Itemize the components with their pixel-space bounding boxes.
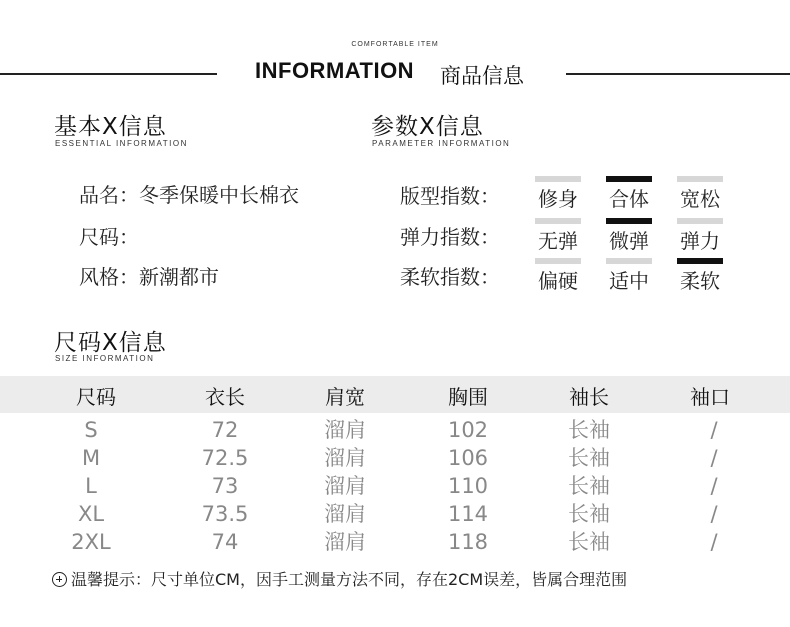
size-cell-size: XL: [77, 502, 105, 526]
param-bar-fit-1: [606, 176, 652, 182]
basic-section-subtitle: ESSENTIAL INFORMATION: [55, 139, 188, 148]
size-cell-cuff: /: [710, 446, 718, 470]
size-cell-length: 74: [211, 530, 239, 554]
size-cell-shoulder: 溜肩: [324, 502, 366, 526]
size-cell-shoulder: 溜肩: [324, 418, 366, 442]
param-option-fit-2: 宽松: [680, 187, 720, 211]
param-bar-softness-1: [606, 258, 652, 264]
size-cell-chest: 118: [447, 530, 489, 554]
param-bar-stretch-2: [677, 218, 723, 224]
param-bar-fit-2: [677, 176, 723, 182]
param-label-fit: 版型指数：: [400, 184, 500, 208]
size-cell-shoulder: 溜肩: [324, 530, 366, 554]
tip-text: 温馨提示：尺寸单位CM，因手工测量方法不同，存在2CM误差，皆属合理范围: [71, 570, 628, 589]
param-option-softness-0: 偏硬: [538, 269, 578, 293]
size-cell-cuff: /: [710, 530, 718, 554]
size-header-cuff: 袖口: [690, 385, 730, 409]
param-option-softness-2: 柔软: [680, 269, 720, 293]
size-header-length: 衣长: [205, 385, 245, 409]
param-option-fit-1: 合体: [609, 187, 649, 211]
size-header-chest: 胸围: [448, 385, 488, 409]
size-cell-chest: 110: [447, 474, 489, 498]
size-cell-size: L: [85, 474, 97, 498]
param-option-softness-1: 适中: [609, 269, 649, 293]
header-rule-right: [566, 73, 790, 75]
size-cell-cuff: /: [710, 502, 718, 526]
size-section-title: 尺码X信息: [54, 330, 167, 356]
header-rule-left: [0, 73, 217, 75]
product-size: 尺码：: [79, 225, 139, 249]
size-cell-sleeve: 长袖: [568, 418, 610, 442]
tip-note: [52, 567, 627, 590]
size-header-shoulder: 肩宽: [325, 385, 365, 409]
param-bar-stretch-1: [606, 218, 652, 224]
size-cell-chest: 114: [447, 502, 489, 526]
size-header-size: 尺码: [76, 385, 116, 409]
param-bar-fit-0: [535, 176, 581, 182]
size-cell-sleeve: 长袖: [568, 446, 610, 470]
header-title: INFORMATION: [255, 58, 415, 83]
size-cell-length: 73: [211, 474, 239, 498]
param-label-stretch: 弹力指数：: [400, 225, 500, 249]
size-header-sleeve: 袖长: [569, 385, 609, 409]
size-cell-length: 72.5: [201, 446, 249, 470]
param-option-stretch-2: 弹力: [680, 229, 720, 253]
plus-circle-icon: [52, 572, 67, 587]
param-bar-softness-0: [535, 258, 581, 264]
param-bar-stretch-0: [535, 218, 581, 224]
size-cell-cuff: /: [710, 418, 718, 442]
size-cell-chest: 106: [447, 446, 489, 470]
size-cell-shoulder: 溜肩: [324, 474, 366, 498]
param-option-fit-0: 修身: [538, 187, 578, 211]
basic-section-title: 基本X信息: [54, 114, 167, 140]
header-title-cn: 商品信息: [440, 64, 524, 88]
header-kicker: COMFORTABLE ITEM: [351, 41, 439, 48]
size-cell-shoulder: 溜肩: [324, 446, 366, 470]
param-bar-softness-2: [677, 258, 723, 264]
param-option-stretch-1: 微弹: [609, 229, 649, 253]
product-style: 风格：新潮都市: [79, 265, 219, 289]
size-cell-size: 2XL: [71, 530, 111, 554]
size-cell-size: S: [84, 418, 98, 442]
size-cell-chest: 102: [447, 418, 489, 442]
size-cell-size: M: [81, 446, 101, 470]
param-label-softness: 柔软指数：: [400, 265, 500, 289]
size-cell-sleeve: 长袖: [568, 530, 610, 554]
size-cell-sleeve: 长袖: [568, 474, 610, 498]
size-cell-length: 72: [211, 418, 239, 442]
size-cell-cuff: /: [710, 474, 718, 498]
size-cell-length: 73.5: [201, 502, 249, 526]
param-option-stretch-0: 无弹: [538, 229, 578, 253]
size-section-subtitle: SIZE INFORMATION: [55, 354, 155, 363]
size-cell-sleeve: 长袖: [568, 502, 610, 526]
param-section-title: 参数X信息: [371, 114, 484, 140]
param-section-subtitle: PARAMETER INFORMATION: [372, 139, 511, 148]
product-name: 品名：冬季保暖中长棉衣: [79, 183, 299, 207]
